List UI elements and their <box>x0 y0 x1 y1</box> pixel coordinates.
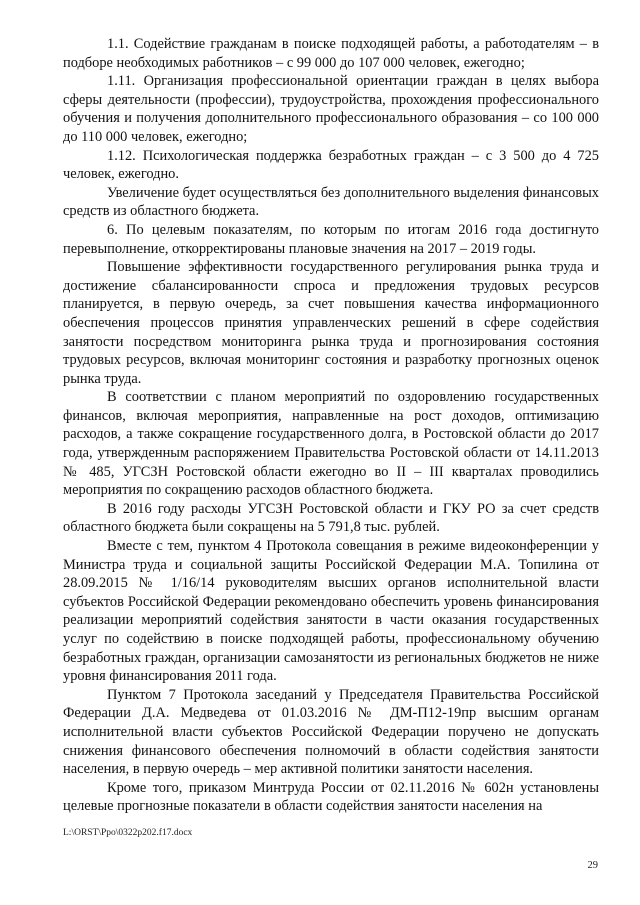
paragraph-mintrud-order: Кроме того, приказом Минтруда России от 02.11.2016 № 602н установлены целевые прогнозные показатели в области содействия занятости населения на <box>63 779 599 815</box>
paragraph-item-6: 6. По целевым показателям, по которым по итогам 2016 года достигнуто перевыполнение, откорректированы плановые значения на 2017 – 2019 годы. <box>63 221 599 257</box>
paragraph-finance-plan: В соответствии с планом мероприятий по оздоровлению государственных финансов, включая мероприятия, направленные на рост доходов, оптимизацию расходов, а также сокращение государственного долга, в Ростовской области до 2017 года, утвержденным распоряжением Правительства Ростовской области от 14.11.2013 № 485, УГСЗН Ростовской области ежегодно во II – III кварталах проводились мероприятия по сокращению расходов областного бюджета. <box>63 389 599 499</box>
page-number: 29 <box>587 860 598 871</box>
footer-file-path: L:\ORST\Ppo\0322p202.f17.docx <box>63 828 193 838</box>
paragraph-1-12: 1.12. Психологическая поддержка безработных граждан – с 3 500 до 4 725 человек, ежегодно. <box>63 147 599 183</box>
paragraph-1-11: 1.11. Организация профессиональной ориентации граждан в целях выбора сферы деятельности (профессии), трудоустройства, прохождения профессионального обучения и получения дополнительного профессионального образования – со 100 000 до 110 000 человек, ежегодно; <box>63 73 599 145</box>
paragraph-protocol-4: Вместе с тем, пунктом 4 Протокола совещания в режиме видеоконференции у Министра труда и социальной защиты Российской Федерации М.А. Топилина от 28.09.2015 № 1/16/14 руководителям высших органов исполнительной власти субъектов Российской Федерации рекомендовано обеспечить уровень финансирования реализации мероприятий содействия занятости в части оказания государственных услуг по содействию в поиске подходящей работы, профессиональному обучению безработных граждан, организации самозанятости из региональных бюджетов не ниже уровня финансирования 2011 года. <box>63 538 599 685</box>
paragraph-labor-market: Повышение эффективности государственного регулирования рынка труда и достижение сбалансированности спроса и предложения трудовых ресурсов планируется, в первую очередь, за счет повышения качества информационного обеспечения процессов принятия управленческих решений в сфере содействия занятости посредством мониторинга рынка труда и прогнозирования состояния трудовых ресурсов, включая мониторинг состояния и разработку прогнозных оценок рынка труда. <box>63 259 599 387</box>
document-body <box>63 35 599 816</box>
paragraph-protocol-7: Пунктом 7 Протокола заседаний у Председателя Правительства Российской Федерации Д.А. Медведева от 01.03.2016 № ДМ-П12-19пр высшим органам исполнительной власти субъектов Российской Федерации поручено не допускать снижения финансового обеспечения полномочий в области содействия занятости населения, в первую очередь – мер активной политики занятости населения. <box>63 686 599 778</box>
paragraph-funding-note: Увеличение будет осуществляться без дополнительного выделения финансовых средств из областного бюджета. <box>63 184 599 220</box>
paragraph-1-1: 1.1. Содействие гражданам в поиске подходящей работы, а работодателям – в подборе необходимых работников – с 99 000 до 107 000 человек, ежегодно; <box>63 36 599 71</box>
paragraph-expenses-2016: В 2016 году расходы УГСЗН Ростовской области и ГКУ РО за счет средств областного бюджета были сокращены на 5 791,8 тыс. рублей. <box>63 500 599 536</box>
